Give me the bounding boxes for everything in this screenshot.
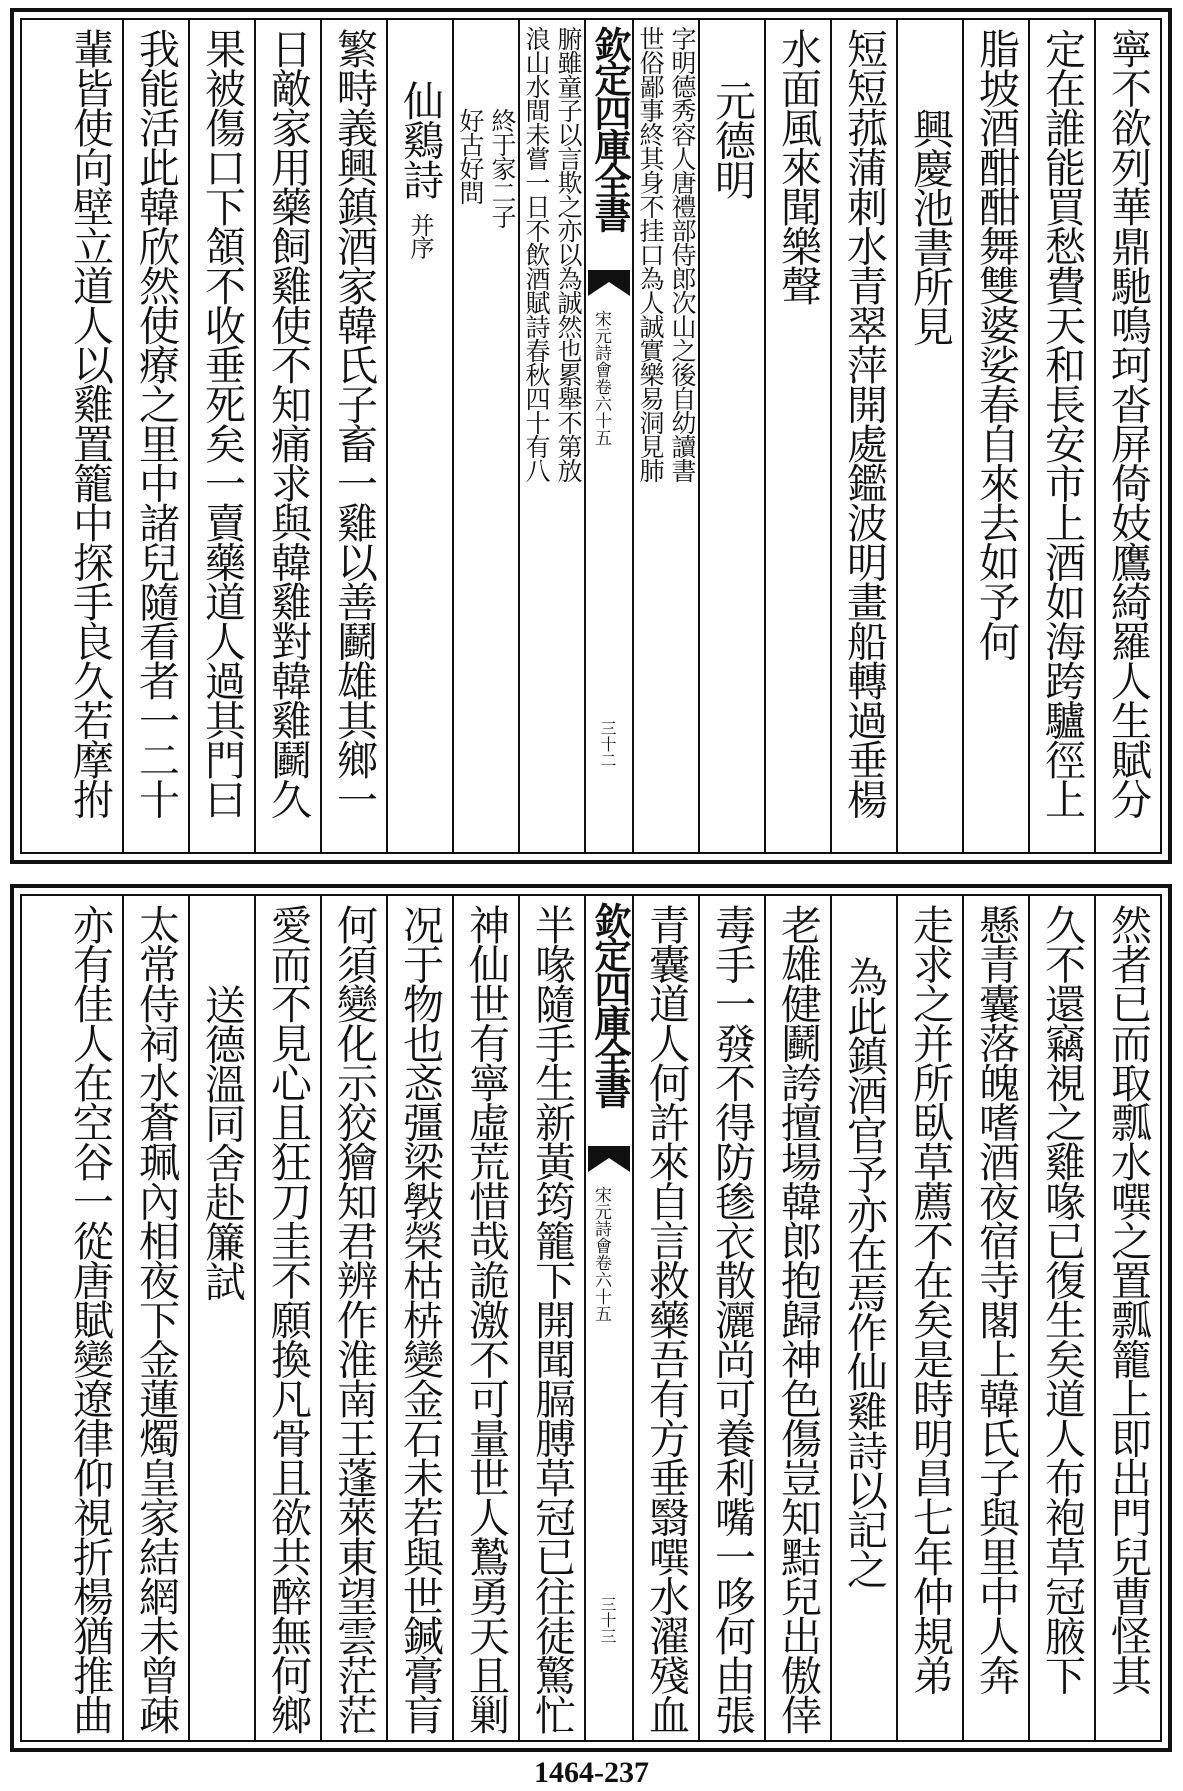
center-margin-column [584,20,632,852]
annotation-column [452,20,518,852]
text-column [830,896,896,1740]
collection-volume [592,310,610,446]
collection-name: 宋元詩會 [591,310,611,378]
annotation-line-right: 字明德秀容人唐禮部侍郎次山之後自幼讀書 [668,26,697,482]
text-column [632,896,698,1740]
top-page-frame [20,18,1162,854]
column-text: 懸青囊落魄嗜酒夜宿寺閣上韓氏子與里中人奔 [972,904,1020,1694]
text-column [764,896,830,1740]
column-text: 短短菰蒲刺水青翠萍開處鑑波明畫船轉過垂楊 [840,28,888,818]
text-column [1094,896,1160,1740]
column-text: 我能活此韓欣然使療之里中諸兒隨看者一二十 [132,28,180,818]
text-column [122,20,188,852]
column-text: 半喙隨手生新黃筠籠下開聞膈膊草冠已往徒驚忙 [528,904,576,1734]
column-text: 亦有佳人在空谷一從唐賦變遼律仰視折楊猶推曲 [66,904,114,1734]
text-column [896,20,962,852]
column-text: 寧不欲列華鼎馳鳴珂沓屏倚妓鷹綺羅人生賦分 [1104,28,1152,818]
text-column [386,20,452,852]
column-text: 然者已而取瓢水噀之置瓢籠上即出門兒曹怪其 [1104,904,1152,1694]
volume-number: 卷六十五 [591,378,611,446]
text-column [188,20,254,852]
column-text: 青囊道人何許來自言救藥吾有方垂翳噀水濯殘血 [642,904,690,1734]
bottom-page-frame [20,894,1162,1742]
collection-name: 宋元詩會 [591,1186,611,1254]
fishtail-mark-icon [588,1146,630,1172]
annotation-line-right: 腑雖童子以言欺之亦以為誠然也累舉不第放 [554,26,583,482]
annotation-line-left: 世俗鄙事終其身不挂口為人誠實樂易洞見肺 [636,26,665,482]
column-text: 况于物也忞彊梁斅榮枯枿變金石未若與世鍼膏肓 [396,904,444,1734]
annotation-column [518,20,584,852]
text-column [764,20,830,852]
annotation-line-right: 終于家二子 [488,108,517,228]
footer-page-code: 1464-237 [534,1756,649,1789]
column-text: 送德溫同舍赴簾試 [198,984,246,1300]
column-text: 果被傷口下頷不收垂死矣一賣藥道人過其門曰 [198,28,246,818]
top-page [10,8,1172,864]
text-column [122,896,188,1740]
column-text: 定在誰能買愁費天和長安市上酒如海跨驢徑上 [1038,28,1086,818]
column-text: 太常侍祠水蒼珮內相夜下金蓮燭皇家結網未曾疎 [132,904,180,1734]
text-column [188,896,254,1740]
column-text: 何須變化示狡獪知君辨作淮南王蓬萊東望雲茫茫 [330,904,378,1734]
collection-volume [592,1186,610,1322]
text-column [896,896,962,1740]
column-text: 脂坡酒酣酣舞雙婆娑春自來去如予何 [972,28,1020,660]
column-text: 日敵家用藥飼雞使不知痛求與韓雞對韓雞鬬久 [264,28,312,818]
annotation-column [632,20,698,852]
book-title: 欽定四庫全書 [588,26,632,230]
column-text: 毒手一發不得防毶衣散灑尚可養利嘴一哆何由張 [708,904,756,1734]
column-text: 興慶池書所見 [906,108,954,345]
text-column [698,896,764,1740]
text-column [56,20,122,852]
text-column [386,896,452,1740]
top-page-columns [22,20,1160,852]
column-text: 繁畤義興鎮酒家韓氏子畜一雞以善鬬雄其鄉一 [330,28,378,818]
text-column [962,20,1028,852]
center-margin-column [584,896,632,1740]
column-text: 水面風來聞樂聲 [774,28,822,305]
text-column [1028,20,1094,852]
text-column [518,896,584,1740]
volume-number: 卷六十五 [591,1254,611,1322]
column-text: 走求之并所臥草薦不在矣是時明昌七年仲規弟 [906,904,954,1694]
text-column [698,20,764,852]
text-column [254,896,320,1740]
column-text: 神仙世有寧虛荒惜哉詭激不可量世人鷙勇天且剿 [462,904,510,1734]
annotation-line-left: 好古好問 [456,108,485,204]
bottom-page [10,884,1172,1752]
column-text: 輩皆使向壁立道人以雞置籠中探手良久若摩拊 [66,28,114,818]
leaf-number: 三十二 [598,720,617,768]
text-column [56,896,122,1740]
column-text: 元德明 [708,80,756,199]
fishtail-mark-icon [588,270,630,296]
text-column [1028,896,1094,1740]
column-text: 仙鷄詩 [396,80,444,199]
annotation-line-left: 浪山水間未嘗一日不飲酒賦詩春秋四十有八 [522,26,551,482]
leaf-number: 三十三 [598,1596,617,1644]
column-text: 為此鎮酒官予亦在焉作仙雞詩以記之 [840,956,888,1588]
text-column [320,896,386,1740]
bottom-page-columns [22,896,1160,1740]
title-note: 并序 [406,212,434,258]
text-column [254,20,320,852]
text-column [452,896,518,1740]
column-text: 老雄健鬬誇擅場韓郎抱歸神色傷豈知黠兒出傲倖 [774,904,822,1734]
book-title: 欽定四庫全書 [588,902,632,1106]
column-text: 久不還竊視之雞喙已復生矣道人布袍草冠腋下 [1038,904,1086,1694]
text-column [320,20,386,852]
text-column [1094,20,1160,852]
text-column [962,896,1028,1740]
column-text: 愛而不見心且狂刀圭不願換凡骨且欲共醉無何鄉 [264,904,312,1734]
text-column [830,20,896,852]
